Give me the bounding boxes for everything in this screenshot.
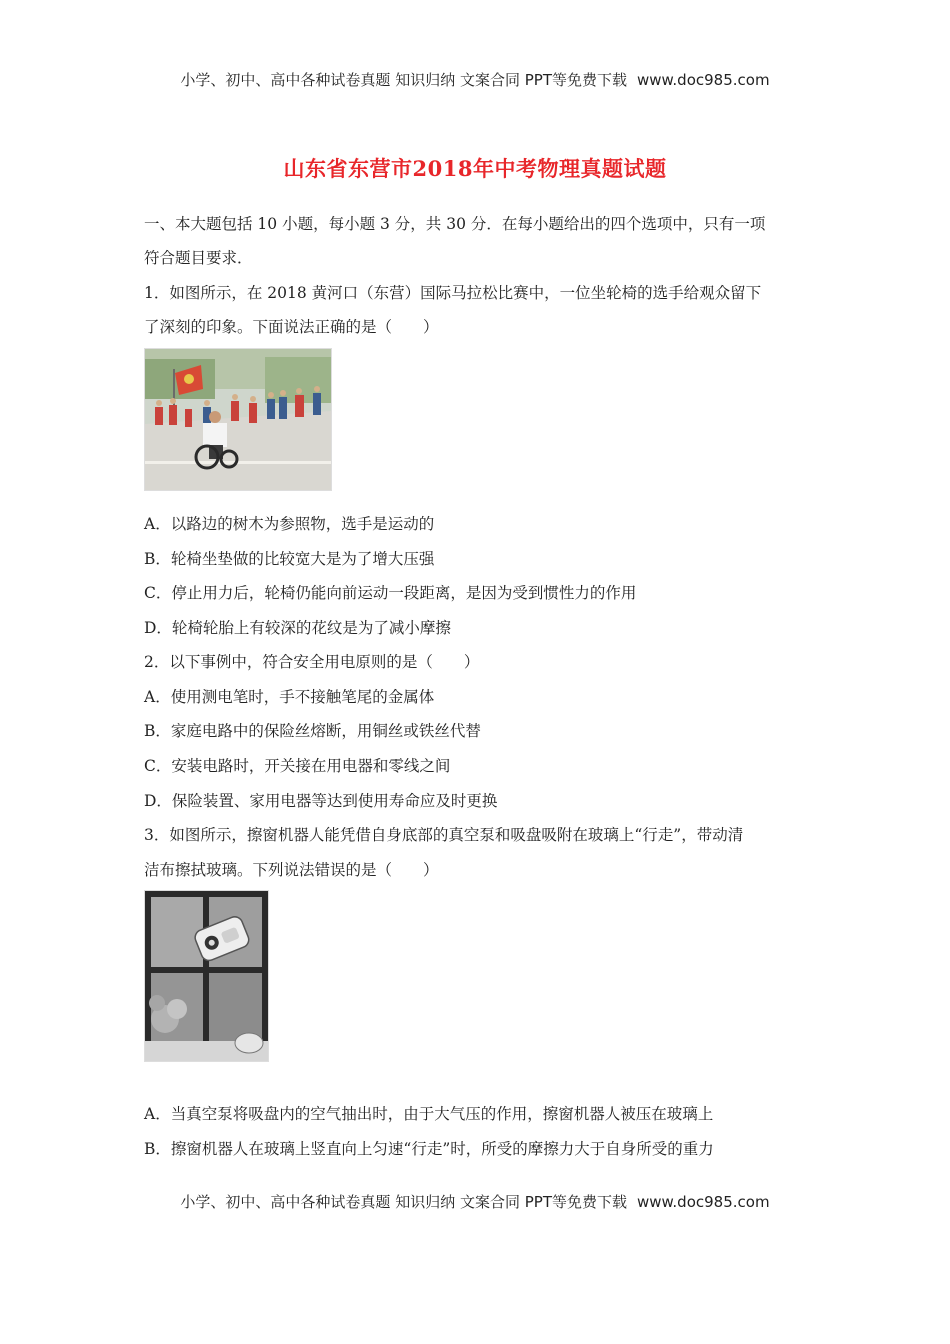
q3-option-b: B．擦窗机器人在玻璃上竖直向上匀速“行走”时，所受的摩擦力大于自身所受的重力: [144, 1140, 714, 1158]
q3-stem-line1: 3．如图所示，擦窗机器人能凭借自身底部的真空泵和吸盘吸附在玻璃上“行走”，带动清: [144, 826, 744, 844]
q3-stem-line2: 洁布擦拭玻璃。下列说法错误的是（ ）: [144, 861, 439, 879]
section-instruction-line2: 符合题目要求．: [144, 249, 253, 267]
q1-option-b: B．轮椅坐垫做的比较宽大是为了增大压强: [144, 550, 435, 568]
q1-option-d: D．轮椅轮胎上有较深的花纹是为了减小摩擦: [144, 619, 451, 637]
window-robot-illustration: [145, 891, 268, 1061]
q1-option-c: C．停止用力后，轮椅仍能向前运动一段距离，是因为受到惯性力的作用: [144, 584, 637, 602]
section-instruction-line1: 一、本大题包括 10 小题，每小题 3 分，共 30 分．在每小题给出的四个选项中，只有一项: [144, 215, 766, 233]
q1-option-a: A．以路边的树木为参照物，选手是运动的: [144, 515, 435, 533]
q2-stem: 2．以下事例中，符合安全用电原则的是（ ）: [144, 653, 480, 671]
marathon-wheelchair-photo: [144, 348, 332, 491]
q1-stem-line2: 了深刻的印象。下面说法正确的是（ ）: [144, 318, 439, 336]
footer-site[interactable]: www.doc985.com: [636, 1193, 770, 1211]
q1-stem-line1: 1．如图所示，在 2018 黄河口（东营）国际马拉松比赛中，一位坐轮椅的选手给观众留下: [144, 284, 762, 302]
q2-option-a: A．使用测电笔时，手不接触笔尾的金属体: [144, 688, 435, 706]
q2-option-b: B．家庭电路中的保险丝熔断，用铜丝或铁丝代替: [144, 722, 481, 740]
q3-option-a: A．当真空泵将吸盘内的空气抽出时，由于大气压的作用，擦窗机器人被压在玻璃上: [144, 1105, 714, 1123]
q2-option-d: D．保险装置、家用电器等达到使用寿命应及时更换: [144, 792, 498, 810]
marathon-photo-illustration: [145, 349, 331, 490]
window-robot-photo: [144, 890, 269, 1062]
page-header: [0, 69, 950, 90]
header-site[interactable]: www.doc985.com: [636, 71, 770, 89]
page-title: 山东省东营市2018年中考物理真题试题: [283, 156, 667, 181]
page-footer: [0, 1191, 950, 1212]
footer-text: 小学、初中、高中各种试卷真题 知识归纳 文案合同 PPT等免费下载: [180, 1193, 627, 1211]
q2-option-c: C．安装电路时，开关接在用电器和零线之间: [144, 757, 451, 775]
header-text: 小学、初中、高中各种试卷真题 知识归纳 文案合同 PPT等免费下载: [180, 71, 627, 89]
